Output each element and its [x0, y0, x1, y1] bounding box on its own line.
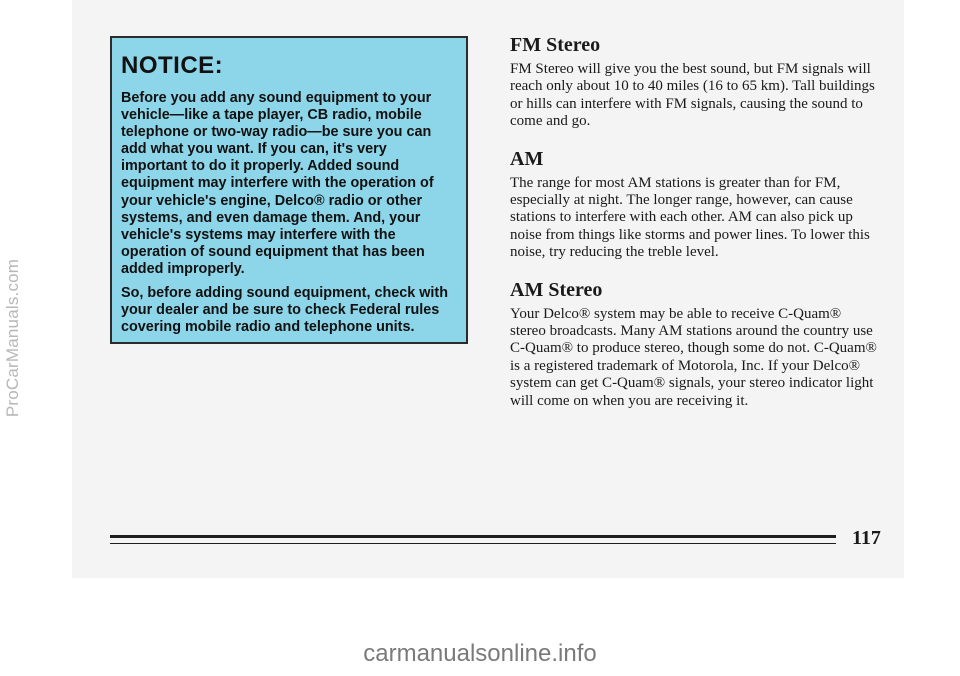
side-watermark [0, 0, 26, 676]
text-column [510, 34, 880, 427]
footer-rule-thin [110, 543, 836, 544]
section-fm-stereo [510, 34, 880, 131]
section-heading: AM Stereo [510, 278, 603, 301]
section-heading: FM Stereo [510, 34, 601, 56]
section-heading: AM [510, 147, 544, 170]
bottom-watermark: carmanualsonline.info [363, 640, 597, 667]
notice-title: NOTICE: [121, 52, 224, 79]
notice-paragraph-2: So, before adding sound equipment, check with your dealer and be sure to check Federal rules covering mobile radio and telephone units. [121, 285, 449, 336]
section-body: FM Stereo will give you the best sound, but FM signals will reach only about 10 to 40 miles (16 to 65 km). Tall buildings or hills can interfere with FM signals, causing the sound to come and go. [510, 61, 875, 130]
notice-box [110, 36, 468, 344]
section-am-stereo [510, 279, 880, 410]
section-am [510, 148, 880, 262]
section-body: Your Delco® system may be able to receive C-Quam® stereo broadcasts. Many AM stations around the country use C-Quam® to produce stereo, though some do not. C-Quam® is a registered trademark of Motorola, Inc. If your Delco® system can get C-Quam® signals, your stereo indicator light will come on when you are receiving it. [510, 305, 877, 409]
notice-paragraph-1: Before you add any sound equipment to your vehicle—like a tape player, CB radio, mobile telephone or two-way radio—be sure you can add what you want. If you can, it's very important to do it properly. Added sound equipment may interfere with the operation of your vehicle's engine, Delco® radio or other systems, and even damage them. And, your vehicle's systems may interfere with the operation of sound equipment that has been added improperly. [121, 90, 434, 277]
side-watermark-text: ProCarManuals.com [3, 258, 22, 418]
page-number: 117 [852, 527, 881, 549]
section-body: The range for most AM stations is greater than for FM, especially at night. The longer range, however, can cause stations to interfere with each other. AM can also pick up noise from things like storms and power lines. To lower this noise, try reducing the treble level. [510, 174, 870, 261]
footer-rule-thick [110, 535, 836, 538]
